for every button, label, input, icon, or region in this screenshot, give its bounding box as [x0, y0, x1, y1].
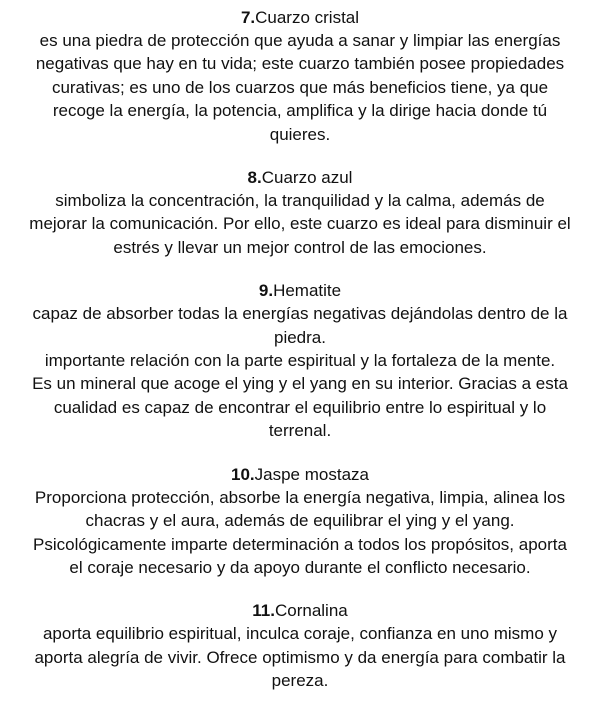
section-heading: [0, 463, 600, 486]
document-page: [0, 6, 600, 713]
section-cuarzo-azul: [0, 166, 600, 259]
section-title: Cornalina: [274, 601, 348, 621]
section-number: 7.: [240, 8, 256, 27]
body-line: terrenal.: [268, 421, 332, 441]
section-title: Jaspe mostaza: [254, 464, 369, 484]
section-title: Hematite: [273, 281, 342, 301]
body-line: recoge la energía, la potencia, amplifica y la dirige hacia donde tú: [52, 101, 548, 121]
section-heading: [0, 166, 600, 189]
body-line: piedra.: [274, 327, 326, 347]
section-title: Cuarzo cristal: [255, 8, 360, 27]
section-cornalina: [0, 599, 600, 692]
section-jaspe-mostaza: [0, 463, 600, 580]
body-line: pereza.: [271, 671, 329, 691]
section-number: 11.: [252, 601, 275, 621]
section-number: 10.: [231, 464, 255, 484]
section-title: Cuarzo azul: [261, 168, 353, 188]
section-heading: [0, 6, 600, 29]
section-heading: [0, 279, 600, 302]
body-line: el coraje necesario y da apoyo durante el conflicto necesario.: [69, 557, 531, 577]
body-line: negativas que hay en tu vida; este cuarzo también posee propiedades: [35, 54, 565, 74]
body-line: Es un mineral que acoge el ying y el yang en su interior. Gracias a esta: [32, 374, 568, 394]
body-line: aporta equilibrio espiritual, inculca coraje, confianza en uno mismo y: [42, 624, 558, 644]
body-line: mejorar la comunicación. Por ello, este cuarzo es ideal para disminuir el: [29, 214, 571, 234]
body-line: curativas; es uno de los cuarzos que más beneficios tiene, ya que: [51, 77, 549, 97]
section-hematite: [0, 279, 600, 442]
section-heading: [0, 599, 600, 622]
body-line: estrés y llevar un mejor control de las emociones.: [113, 237, 487, 257]
body-line: es una piedra de protección que ayuda a sanar y limpiar las energías: [39, 31, 561, 50]
body-line: cualidad es capaz de encontrar el equilibrio entre lo espiritual y lo: [53, 397, 547, 417]
body-line: aporta alegría de vivir. Ofrece optimismo y da energía para combatir la: [34, 647, 566, 667]
body-line: capaz de absorber todas la energías negativas dejándolas dentro de la: [32, 304, 568, 324]
body-line: chacras y el aura, además de equilibrar el ying y el yang.: [85, 511, 515, 531]
section-cuarzo-cristal: [0, 6, 600, 146]
body-line: Psicológicamente imparte determinación a todos los propósitos, aporta: [33, 534, 567, 554]
section-number: 8.: [247, 168, 262, 188]
body-line: simboliza la concentración, la tranquilidad y la calma, además de: [55, 191, 545, 211]
body-line: importante relación con la parte espiritual y la fortaleza de la mente.: [44, 351, 556, 371]
section-number: 9.: [258, 281, 274, 301]
body-line: quieres.: [269, 124, 331, 144]
body-line: Proporciona protección, absorbe la energía negativa, limpia, alinea los: [34, 487, 566, 507]
